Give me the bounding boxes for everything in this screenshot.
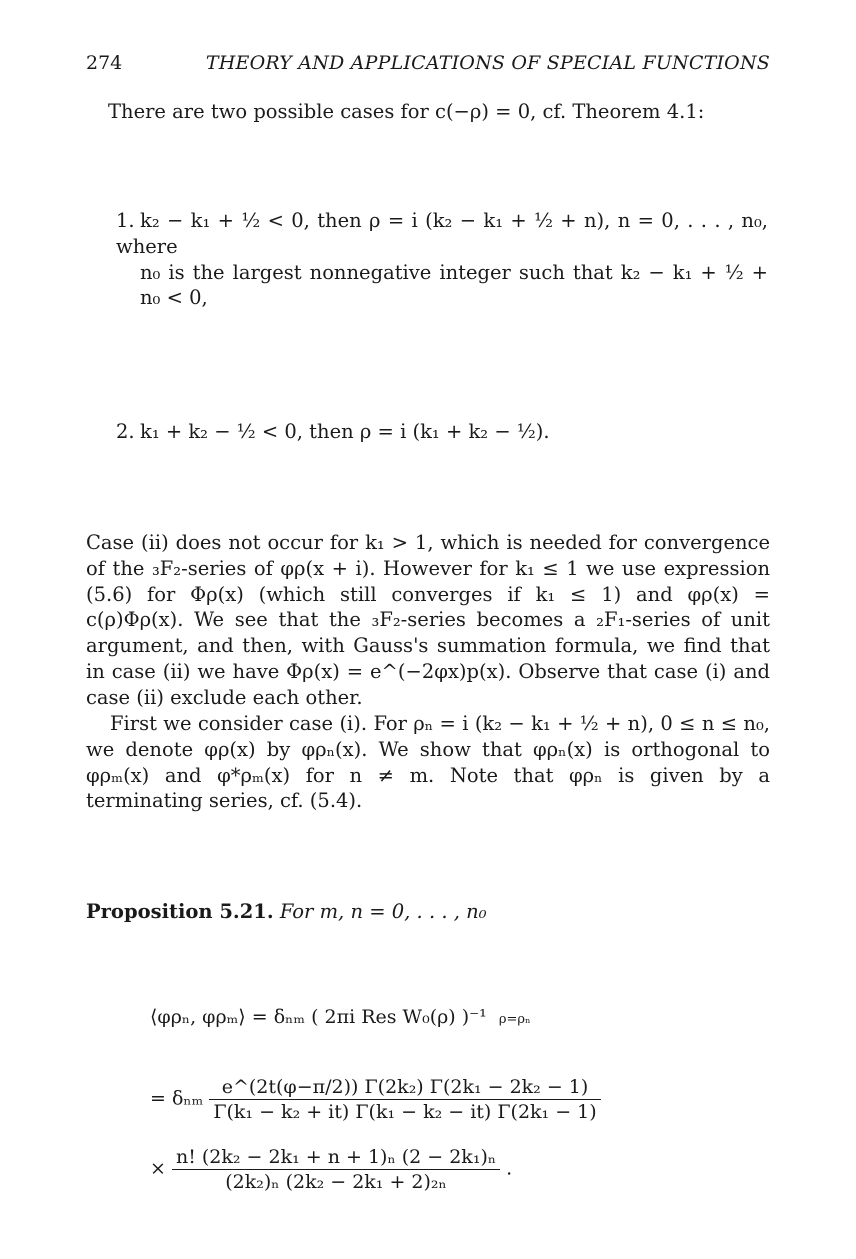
case-1-line-1: k₂ − k₁ + ½ < 0, then ρ = i (k₂ − k₁ + ½ + n), n = 0, . . . , n₀, where	[116, 209, 768, 258]
equation-line-1	[150, 1005, 531, 1032]
case-item-2	[116, 419, 768, 445]
case-2-line-1: k₁ + k₂ − ½ < 0, then ρ = i (k₁ + k₂ − ½).	[140, 420, 550, 443]
fraction-denominator: Γ(k₁ − k₂ + it) Γ(k₁ − k₂ − it) Γ(2k₁ − 1)	[213, 1101, 597, 1123]
proposition-statement: For m, n = 0, . . . , n₀	[279, 900, 487, 923]
equation-line-2-prefix: = δₙₘ	[150, 1087, 204, 1110]
equation-line-3-suffix: .	[506, 1157, 513, 1180]
equation-line-3	[150, 1145, 512, 1194]
fraction-numerator: e^(2t(φ−π/2)) Γ(2k₂) Γ(2k₁ − 2k₂ − 1)	[209, 1075, 600, 1100]
paragraph-case-i-text: First we consider case (i). For ρₙ = i (k₂ − k₁ + ½ + n), 0 ≤ n ≤ n₀, we denote φρ(x) by φρₙ(x). We show that φρₙ(x) is orthogonal to φρₘ(x) and φ*ρₘ(x) for n ≠ m. Note that φρₙ is given by a terminating series, cf. (5.4).	[86, 712, 770, 813]
case-number: 1.	[116, 209, 135, 232]
paragraph-case-i	[86, 711, 770, 814]
equation-fraction-1	[209, 1075, 600, 1124]
equation-line-3-prefix: ×	[150, 1157, 166, 1180]
running-title: THEORY AND APPLICATIONS OF SPECIAL FUNCTIONS	[205, 52, 770, 74]
intro-sentence: There are two possible cases for c(−ρ) = 0, cf. Theorem 4.1:	[108, 100, 705, 123]
equation-line-2	[150, 1075, 601, 1124]
case-1-line-2: n₀ is the largest nonnegative integer such that k₂ − k₁ + ½ + n₀ < 0,	[140, 260, 768, 310]
page-number: 274	[86, 52, 123, 74]
paragraph-case-ii: Case (ii) does not occur for k₁ > 1, which is needed for convergence of the ₃F₂-series of φρ(x + i). However for k₁ ≤ 1 we use expression (5.6) for Φρ(x) (which still converges if k₁ ≤ 1) and φρ(x) = c(ρ)Φρ(x). We see that the ₃F₂-series becomes a ₂F₁-series of unit argument, and then, with Gauss's summation formula, we find that in case (ii) we have Φρ(x) = e^(−2φx)p(x). Observe that case (i) and case (ii) exclude each other.	[86, 531, 770, 709]
equation-line-1-text: ⟨φρₙ, φρₘ⟩ = δₙₘ ( 2πi Res W₀(ρ) )⁻¹	[150, 1006, 487, 1028]
running-header	[86, 52, 770, 74]
fraction-denominator: (2k₂)ₙ (2k₂ − 2k₁ + 2)₂ₙ	[225, 1171, 447, 1193]
proposition-label: Proposition 5.21.	[86, 900, 274, 923]
equation-fraction-2	[172, 1145, 500, 1194]
case-item-1	[116, 208, 768, 311]
fraction-numerator: n! (2k₂ − 2k₁ + n + 1)ₙ (2 − 2k₁)ₙ	[172, 1145, 500, 1170]
residue-subscript: ρ=ρₙ	[498, 1012, 531, 1027]
proposition-heading	[86, 900, 770, 923]
case-number: 2.	[116, 420, 135, 443]
